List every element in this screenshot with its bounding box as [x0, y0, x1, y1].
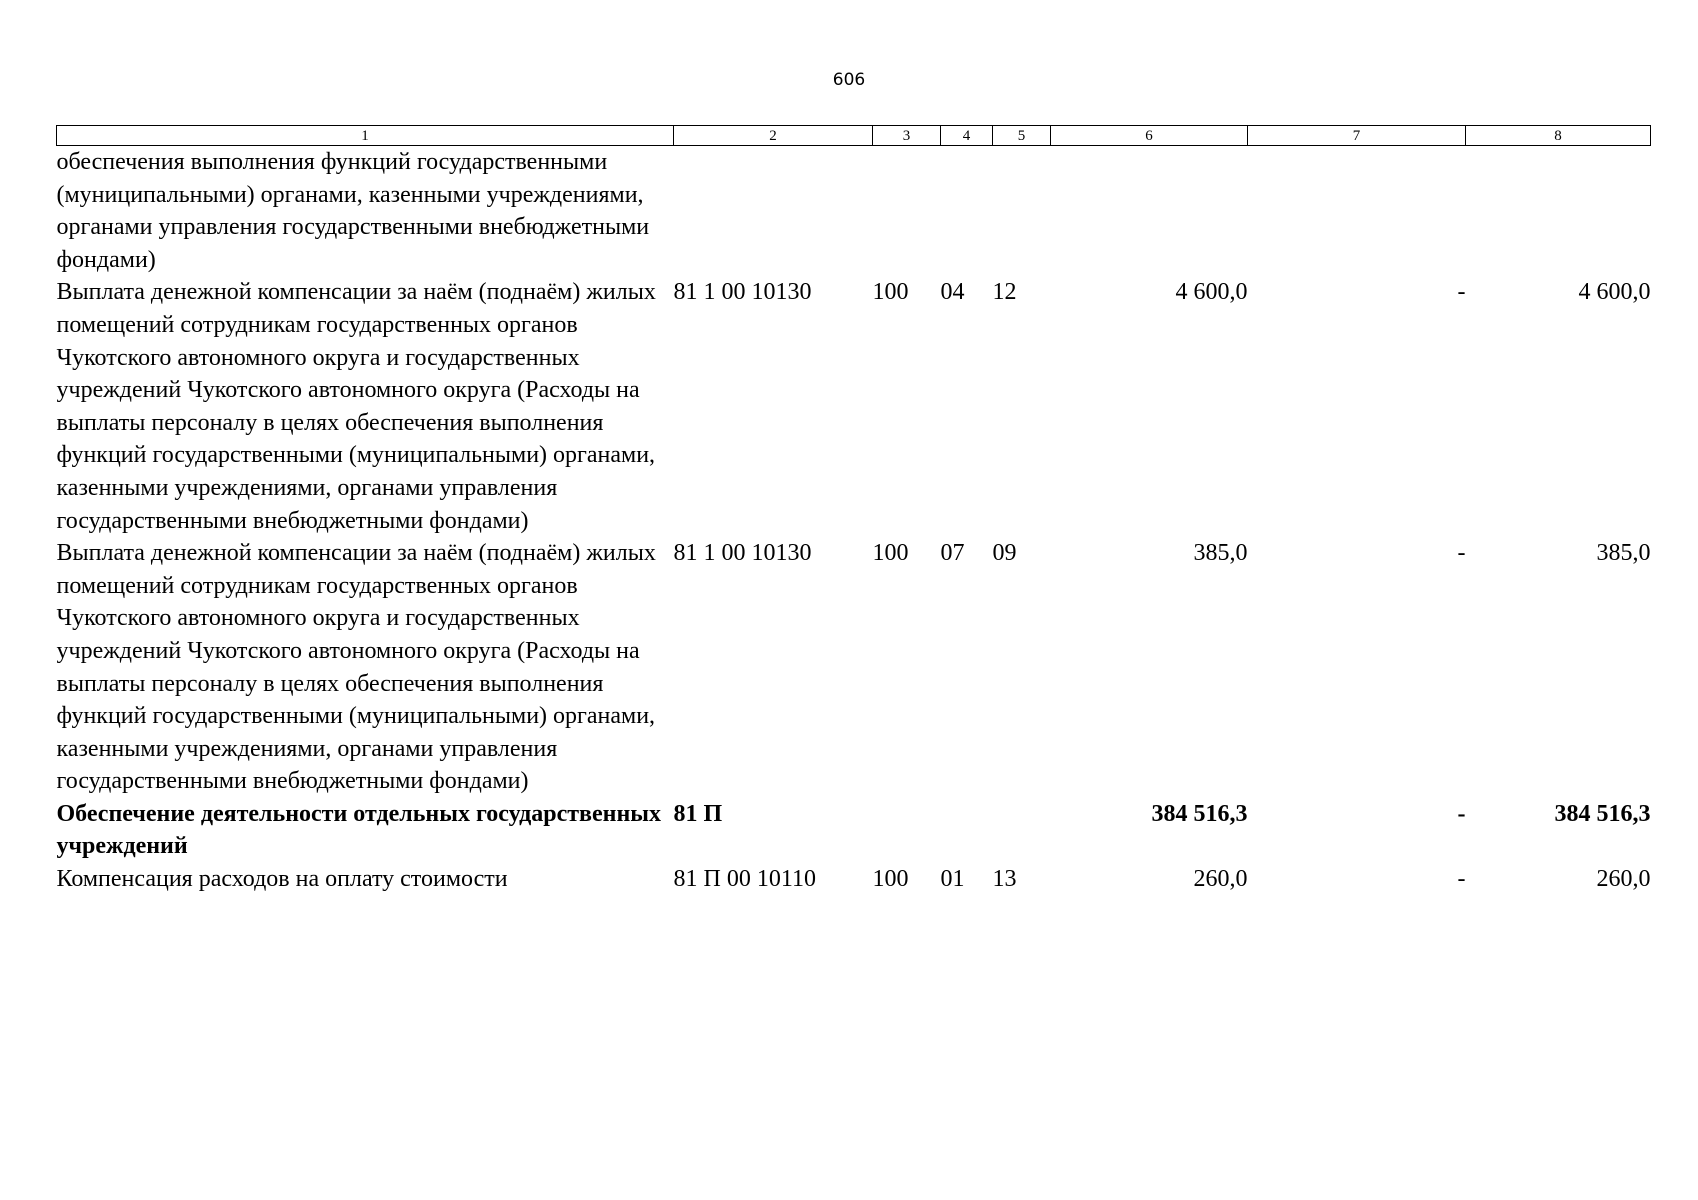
- row-pr-cell: [993, 798, 1051, 863]
- column-number-5: 5: [993, 126, 1051, 146]
- column-number-1: 1: [57, 126, 674, 146]
- row-rz-cell: [941, 146, 993, 277]
- page-number: 606: [832, 70, 866, 90]
- row-name-cell: Выплата денежной компенсации за наём (поднаём) жилых помещений сотрудникам государственных органов Чукотского автономного округа и государственных учреждений Чукотского автономного округа (Расходы на выплаты персоналу в целях обеспечения выполнения функций государственными (муниципальными) органами, казенными учреждениями, органами управления государственными внебюджетными фондами): [56, 540, 656, 795]
- row-total-cell: [1051, 146, 1248, 277]
- column-number-3: 3: [873, 126, 941, 146]
- column-number-7: 7: [1248, 126, 1466, 146]
- row-code-cell: 81 1 00 10130: [673, 279, 812, 306]
- table-row: [57, 798, 1651, 863]
- column-number-header-row: [57, 126, 1651, 146]
- row-col8-cell: 384 516,3: [1554, 800, 1651, 827]
- row-pr-cell: [993, 146, 1051, 277]
- row-vr-cell: 100: [872, 279, 909, 306]
- row-vr-cell: [873, 798, 941, 863]
- row-col7-cell: -: [1457, 540, 1466, 567]
- row-code-cell: 81 1 00 10130: [673, 540, 812, 567]
- row-vr-cell: 100: [872, 866, 909, 893]
- table-row: [57, 146, 1651, 277]
- row-col7-cell: -: [1457, 866, 1466, 893]
- row-rz-cell: 07: [940, 540, 965, 567]
- row-col8-cell: 4 600,0: [1578, 279, 1651, 306]
- row-total-cell: 260,0: [1193, 866, 1248, 893]
- row-total-cell: 384 516,3: [1151, 800, 1248, 827]
- row-rz-cell: [941, 798, 993, 863]
- row-pr-cell: 13: [992, 866, 1017, 893]
- row-pr-cell: 12: [992, 279, 1017, 306]
- row-code-cell: 81 П 00 10110: [673, 866, 816, 893]
- row-col7-cell: -: [1457, 800, 1466, 827]
- column-number-8: 8: [1466, 126, 1651, 146]
- row-name-cell: Выплата денежной компенсации за наём (поднаём) жилых помещений сотрудникам государственных органов Чукотского автономного округа и государственных учреждений Чукотского автономного округа (Расходы на выплаты персоналу в целях обеспечения выполнения функций государственными (муниципальными) органами, казенными учреждениями, органами управления государственными внебюджетными фондами): [56, 279, 656, 534]
- row-rz-cell: 01: [940, 866, 965, 893]
- row-col8-cell: 260,0: [1596, 866, 1651, 893]
- row-code-cell: [674, 146, 873, 277]
- column-number-2: 2: [674, 126, 873, 146]
- row-name-cell: Обеспечение деятельности отдельных государственных учреждений: [56, 800, 662, 860]
- row-col8-cell: 385,0: [1596, 540, 1651, 567]
- row-rz-cell: 04: [940, 279, 965, 306]
- row-total-cell: 385,0: [1193, 540, 1248, 567]
- row-pr-cell: 09: [992, 540, 1017, 567]
- row-col7-cell: [1248, 146, 1466, 277]
- row-total-cell: 4 600,0: [1175, 279, 1248, 306]
- table-row: [57, 537, 1651, 798]
- row-name-cell: Компенсация расходов на оплату стоимости: [56, 866, 508, 893]
- row-vr-cell: [873, 146, 941, 277]
- row-code-cell: 81 П: [673, 800, 723, 827]
- row-col7-cell: -: [1457, 279, 1466, 306]
- budget-table: [56, 125, 1651, 896]
- row-name-cell: обеспечения выполнения функций государственными (муниципальными) органами, казенными учреждениями, органами управления государственными внебюджетными фондами): [56, 149, 650, 273]
- row-col8-cell: [1466, 146, 1651, 277]
- table-row: [57, 276, 1651, 537]
- column-number-6: 6: [1051, 126, 1248, 146]
- row-vr-cell: 100: [872, 540, 909, 567]
- table-row: [57, 863, 1651, 896]
- column-number-4: 4: [941, 126, 993, 146]
